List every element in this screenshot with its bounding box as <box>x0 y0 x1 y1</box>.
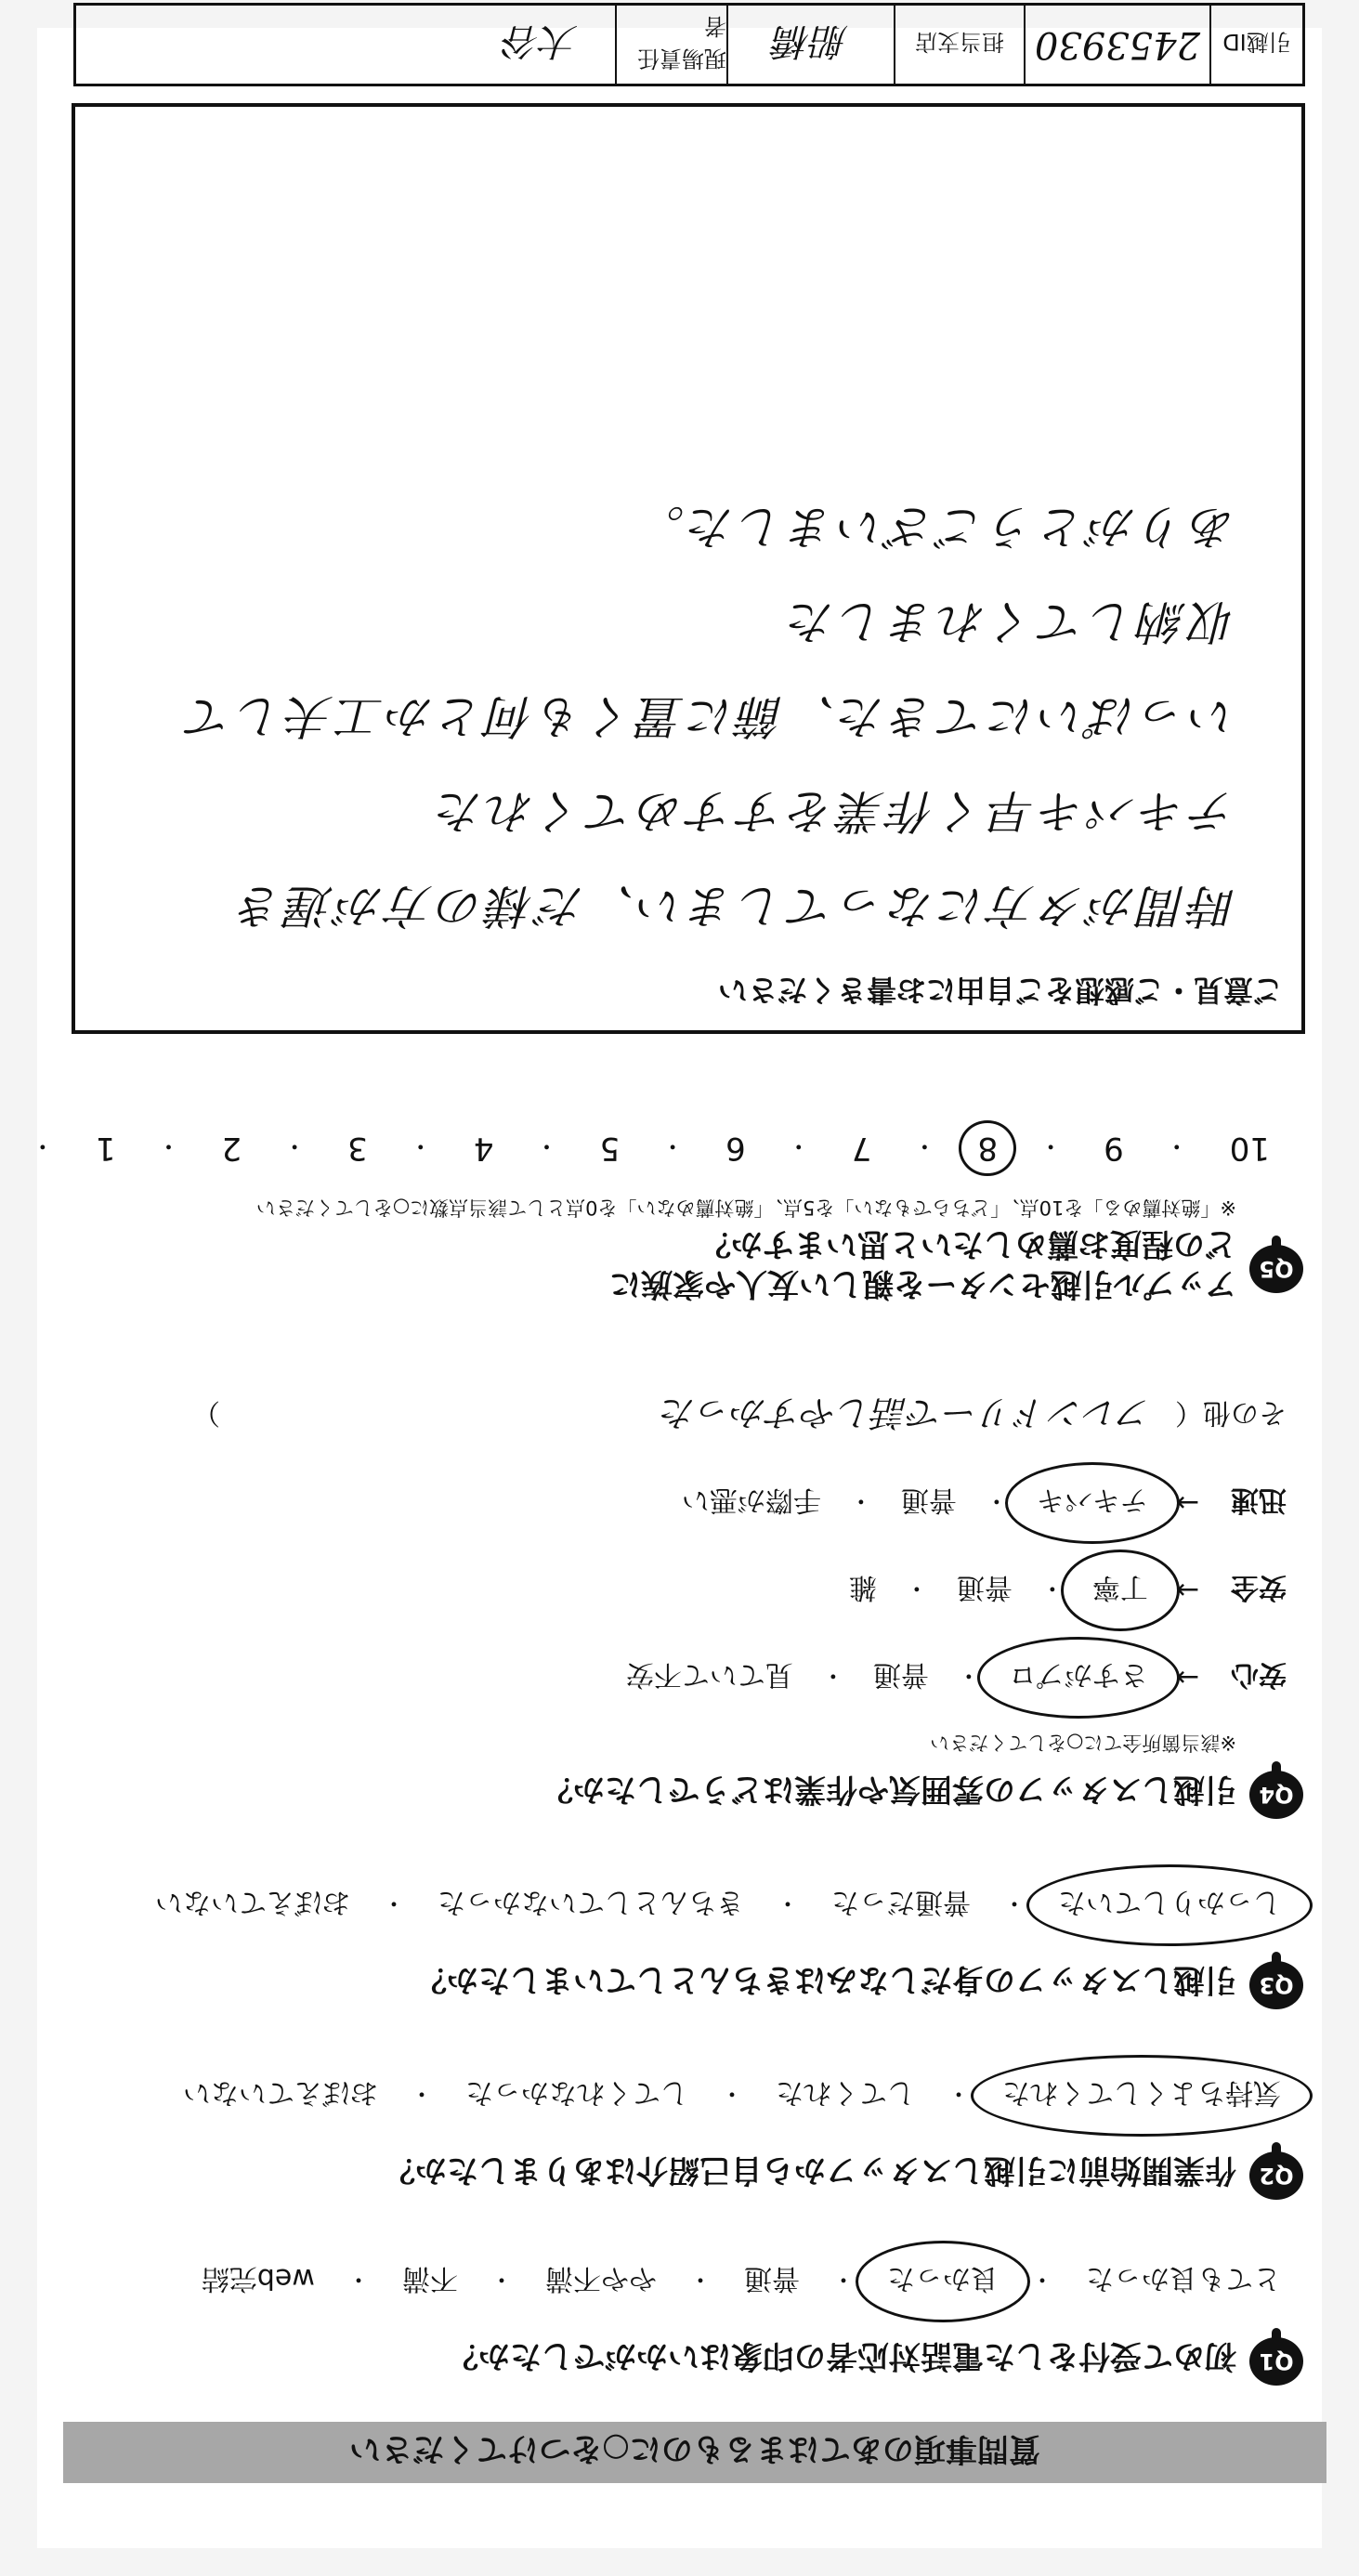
q1-title: 初めて受付をした電話対応者の印象はいかがでしたか？ <box>447 2337 1236 2375</box>
q3-options: しっかりしていた ・ 普通だった ・ きちんとしていなかった ・ おぼえていない <box>68 1885 1287 1926</box>
score-option[interactable]: 5 <box>599 1130 621 1167</box>
q2-option[interactable]: してくれなかった <box>464 2076 688 2109</box>
arrow-icon: → <box>1175 1486 1199 1520</box>
score-option[interactable]: 10 <box>1229 1130 1270 1167</box>
score-option[interactable]: 1 <box>95 1130 116 1167</box>
q5-title-line1: アップル引越センターを親しい友人や家族に <box>609 1265 1236 1302</box>
q1-option[interactable]: やや不満 <box>544 2262 657 2295</box>
question-1 <box>68 2261 1303 2386</box>
q4-option[interactable]: 普通 <box>900 1484 957 1516</box>
move-id-label: 引越ID <box>1209 6 1302 84</box>
q1-options: とても良かった ・ 良かった ・ 普通 ・ やや不満 ・ 不満 ・ web完結 <box>68 2261 1287 2302</box>
q2-option[interactable]: してくれた <box>775 2076 915 2109</box>
question-3 <box>68 1885 1303 2009</box>
arrow-icon: → <box>1175 1661 1199 1694</box>
q1-option[interactable]: 普通 <box>743 2262 800 2295</box>
q4-row-anzen: 安全 → 丁寧 ・ 普通 ・ 雑 <box>68 1570 1287 1611</box>
q4-option[interactable]: 雑 <box>848 1571 877 1603</box>
instruction-band: 質問事項のあてはまるものに○をつけてください <box>63 2422 1326 2483</box>
comment-line: ありがとうございました。 <box>634 500 1236 554</box>
q1-badge-icon: Q1 <box>1249 2326 1303 2386</box>
q4-option[interactable]: 手際が悪い <box>681 1484 821 1516</box>
question-5 <box>30 1130 1303 1303</box>
leader-value: 大谷 <box>503 20 578 63</box>
q4-badge-icon: Q4 <box>1249 1759 1303 1819</box>
q4-row-label: 迅速 <box>1231 1484 1287 1516</box>
move-id-value: 2453930 <box>1024 6 1209 84</box>
q5-badge-icon: Q5 <box>1249 1235 1303 1294</box>
comment-line: 時間がタ方になってしまい、だ様の方が遅き <box>233 879 1236 933</box>
score-option[interactable]: 2 <box>221 1130 242 1167</box>
q4-option-selected[interactable]: テキパキ <box>1031 1483 1154 1523</box>
q3-option[interactable]: 普通だった <box>830 1886 971 1918</box>
q4-option[interactable]: 見ていて不安 <box>625 1658 793 1691</box>
question-4 <box>68 1391 1303 1819</box>
q5-title <box>609 1224 1236 1303</box>
q4-row-label: 安全 <box>1231 1571 1287 1603</box>
q4-title: 引越しスタッフの雰囲気や作業はどうでしたか？ <box>542 1771 1236 1809</box>
branch-value: 船橋 <box>726 6 894 84</box>
q3-option[interactable]: きちんとしていなかった <box>437 1886 744 1918</box>
q4-option[interactable]: 普通 <box>956 1571 1013 1603</box>
q3-option[interactable]: おぼえていない <box>154 1886 350 1918</box>
q4-note: ※該当箇所全てに○をしてください <box>930 1732 1236 1754</box>
question-2 <box>68 2075 1303 2200</box>
score-option[interactable]: 3 <box>347 1130 368 1167</box>
q4-other-label: その他（ <box>1175 1396 1287 1430</box>
q4-other-text[interactable]: フレンドリーで話しやすかった <box>660 1393 1153 1433</box>
score-option[interactable]: 9 <box>1104 1130 1124 1167</box>
arrow-icon: → <box>1175 1574 1199 1607</box>
comment-line: いっぱいにてきた、篩に置くも何とか工夫して <box>183 689 1236 743</box>
comment-line: テキパキ早く作業をすすめてくれた <box>433 784 1236 838</box>
score-option[interactable]: 4 <box>473 1130 494 1167</box>
q4-option[interactable]: 普通 <box>872 1658 929 1691</box>
q2-option-selected[interactable]: 気持ちよくしてくれた <box>997 2075 1287 2116</box>
q2-option[interactable]: おぼえていない <box>182 2076 378 2109</box>
q1-option[interactable]: とても良かった <box>1086 2262 1281 2295</box>
q2-badge-icon: Q2 <box>1249 2140 1303 2200</box>
q4-other <box>68 1391 1287 1442</box>
q4-row-label: 安心 <box>1231 1658 1287 1691</box>
q4-row-anshin: 安心 → さすがプロ ・ 普通 ・ 見ていて不安 <box>68 1657 1287 1698</box>
branch-label: 担当支店 <box>894 6 1024 84</box>
score-option-selected[interactable]: 8 <box>972 1130 1003 1167</box>
score-option[interactable]: 6 <box>725 1130 746 1167</box>
score-option[interactable]: 7 <box>851 1130 872 1167</box>
q2-options: 気持ちよくしてくれた ・ してくれた ・ してくれなかった ・ おぼえていない <box>68 2075 1287 2116</box>
q4-option-selected[interactable]: さすがプロ <box>1003 1657 1154 1698</box>
q4-other-close: ） <box>192 1396 220 1430</box>
q5-title-line2: どの程度お薦めしたいと思いますか？ <box>699 1225 1236 1263</box>
leader-label: 現場責任者 <box>615 6 726 84</box>
q2-title: 作業開始前に引越しスタッフから自己紹介はありましたか？ <box>384 2151 1236 2190</box>
comment-box[interactable] <box>72 103 1305 1034</box>
q1-option[interactable]: 不満 <box>401 2262 458 2295</box>
comment-line: 収納してくれました <box>785 595 1236 648</box>
q1-option[interactable]: web完結 <box>201 2262 315 2295</box>
q5-note: ※「絶対薦める」を10点、「どちらでもない」を5点、「絶対薦めない」を0点として該当点数に○をしてください <box>255 1196 1236 1219</box>
q4-option-selected[interactable]: 丁寧 <box>1087 1570 1154 1611</box>
q3-badge-icon: Q3 <box>1249 1950 1303 2009</box>
id-table <box>73 3 1305 86</box>
q1-option-selected[interactable]: 良かった <box>882 2261 1004 2302</box>
comment-title: ご意見・ご感想をご自由にお書きください <box>717 973 1283 1008</box>
q4-row-jinsoku: 迅速 → テキパキ ・ 普通 ・ 手際が悪い <box>68 1483 1287 1523</box>
q3-title: 引越しスタッフの身だしなみはきちんとしていましたか？ <box>415 1961 1236 1999</box>
q5-score-scale: 10 ・ 9 ・ 8 ・ 7 ・ 6 ・ 5 ・ 4 ・ 3 ・ 2 ・ 1 ・ <box>68 1130 1275 1167</box>
q3-option-selected[interactable]: しっかりしていた <box>1052 1885 1287 1926</box>
